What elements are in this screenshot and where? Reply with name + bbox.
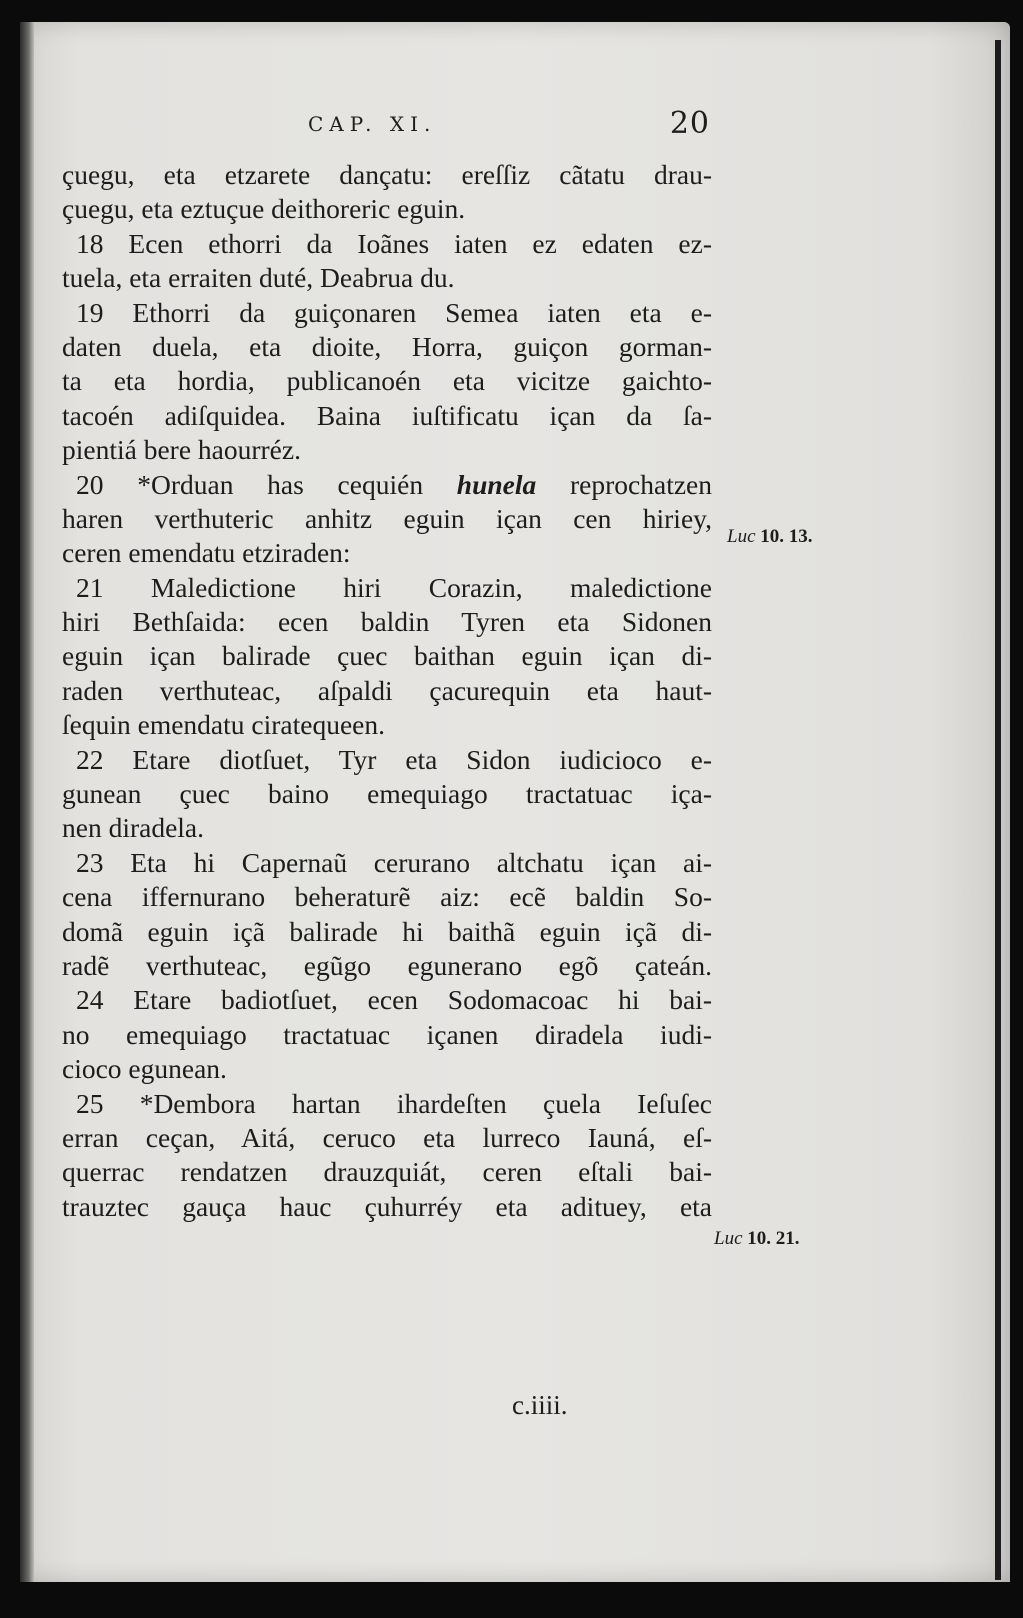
text-line: nen diradela. [62, 812, 205, 844]
verse-25-line: 25 *Dembora hartan ihardeſten çuela Ieſuſec [76, 1087, 712, 1119]
catchword-signature: c.iiii. [512, 1390, 568, 1420]
text-line: ceren emendatu etziraden: [62, 537, 351, 569]
margin-reference-verse: 10. 21. [747, 1228, 800, 1249]
text-line: no emequiago tractatuac içanen diradela iudi- [62, 1018, 712, 1050]
text-line: gunean çuec baino emequiago tractatuac iça- [62, 778, 712, 810]
text-line: tuela, eta erraiten duté, Deabrua du. [62, 262, 455, 294]
text-line: çuegu, eta eztuçue deithoreric eguin. [62, 193, 466, 225]
text-line: tacoén adiſquidea. Baina iuſtificatu içan da ſa- [62, 399, 712, 431]
text-line: radẽ verthuteac, egũgo egunerano egõ çateán. [62, 949, 712, 981]
verse-18-line: 18 Ecen ethorri da Ioãnes iaten ez edaten ez- [76, 227, 712, 259]
text-line: trauztec gauça hauc çuhurréy eta adituey, eta [62, 1190, 712, 1222]
text-line: cena iffernurano beheraturẽ aiz: ecẽ baldin So- [62, 881, 712, 913]
text-line: haren verthuteric anhitz eguin içan cen hiriey, [62, 502, 712, 534]
text-line: hiri Bethſaida: ecen baldin Tyren eta Sidonen [62, 606, 712, 638]
text-line: daten duela, eta dioite, Horra, guiçon gorman- [62, 330, 712, 362]
text-line: erran ceçan, Aitá, ceruco eta lurreco Iauná, eſ- [62, 1121, 712, 1153]
verse-22-line: 22 Etare diotſuet, Tyr eta Sidon iudicioco e- [76, 743, 712, 775]
margin-reference-verse: 10. 13. [760, 526, 813, 547]
verse-24-line: 24 Etare badiotſuet, ecen Sodomacoac hi bai- [76, 984, 712, 1016]
margin-reference-book: Luc [727, 526, 756, 547]
italic-word: hunela [456, 468, 537, 500]
text-line: ta eta hordia, publicanoén eta vicitze gaichto- [62, 365, 712, 397]
text-body [62, 158, 712, 1224]
running-header [300, 108, 710, 148]
text-line: pientiá bere haourréz. [62, 434, 301, 466]
verse-21-line: 21 Maledictione hiri Corazin, maledictione [76, 571, 712, 603]
page-edge [995, 40, 1001, 1580]
margin-reference [714, 1228, 800, 1250]
verse-20-text: 20 *Orduan has cequién [76, 468, 457, 500]
verse-23-line: 23 Eta hi Capernaũ cerurano altchatu içan ai- [76, 846, 712, 878]
page-number: 20 [669, 106, 710, 141]
text-line: çuegu, eta etzarete dançatu: ereſſiz cãtatu drau- [62, 159, 712, 190]
text-line: eguin içan balirade çuec baithan eguin içan di- [62, 640, 712, 672]
text-line: domã eguin içã balirade hi baithã eguin içã di- [62, 915, 712, 947]
margin-reference [727, 526, 813, 548]
text-line: cioco egunean. [62, 1053, 227, 1085]
verse-20-text-end: reprochatzen [536, 468, 712, 500]
text-line: raden verthuteac, aſpaldi çacurequin eta haut- [62, 674, 712, 706]
text-line: querrac rendatzen drauzquiát, ceren eſtali bai- [62, 1156, 712, 1188]
text-line: ſequin emendatu ciratequeen. [62, 709, 385, 741]
book-gutter [20, 22, 34, 1582]
chapter-heading: CAP. XI. [308, 112, 437, 136]
verse-19-line: 19 Ethorri da guiçonaren Semea iaten eta e- [76, 296, 712, 328]
verse-20-line [62, 468, 712, 502]
margin-reference-book: Luc [714, 1228, 743, 1249]
